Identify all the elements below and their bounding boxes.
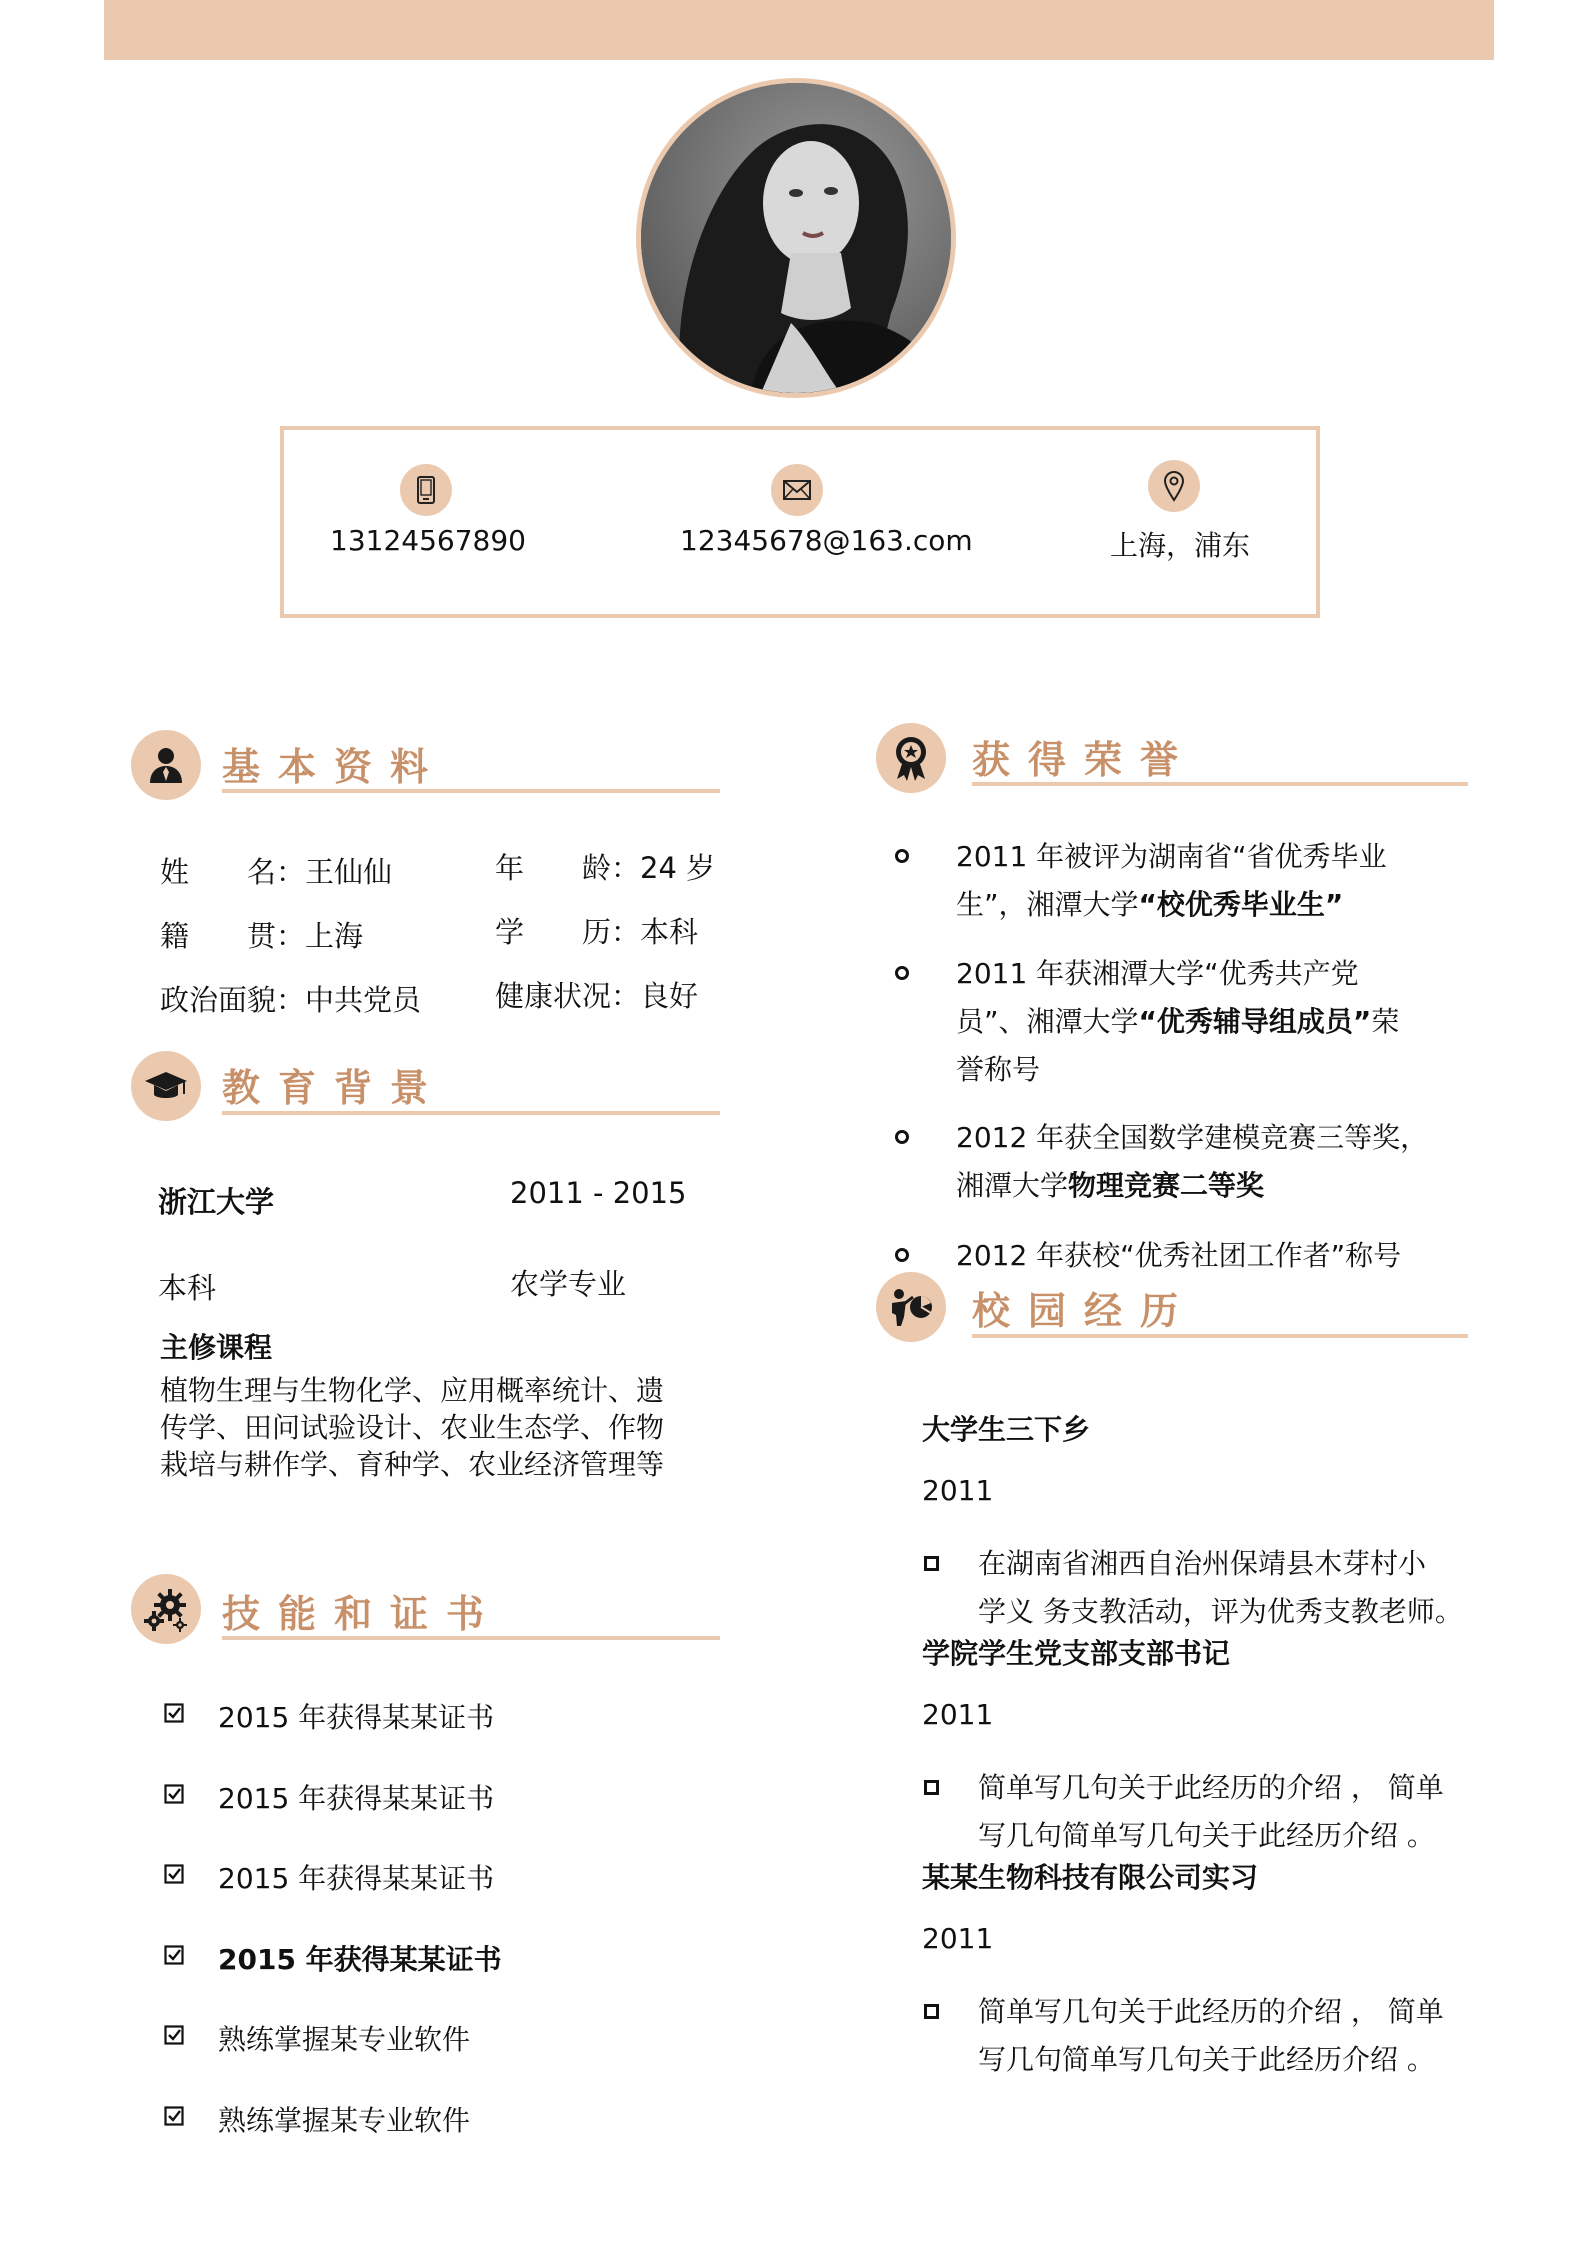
bullet-circle-icon [895,1130,909,1144]
section-divider [222,789,720,793]
honor-line [956,1162,1476,1210]
honor-line: 2011 年获湘潭大学“优秀共产党 [956,957,1359,990]
honor-highlight: 物理竞赛二等奖 [1068,1169,1265,1202]
honor-line: 2011 年被评为湖南省“省优秀毕业 [956,840,1387,873]
honor-highlight: “校优秀毕业生” [1138,888,1344,921]
basic-field-left [160,914,363,955]
field-label: 姓 名： [160,855,306,889]
field-label: 学 历： [495,915,641,949]
bullet-circle-icon [895,966,909,980]
school-name: 浙江大学 [158,1185,275,1219]
experience-desc: 简单写几句关于此经历的介绍 ， 简单 [978,1771,1444,1804]
major: 农学专业 [510,1267,627,1301]
field-label: 健康状况： [495,979,641,1013]
honor-item [956,950,1476,1094]
honor-text: 荣 [1371,1005,1400,1038]
bullet-square-icon [924,1780,939,1795]
honor-line: 2012 年获全国数学建模竞赛三等奖， [956,1121,1429,1154]
honor-line: 誉称号 [956,1053,1041,1086]
field-value: 24 岁 [640,851,716,885]
honor-text: 员”、湘潭大学 [956,1005,1139,1038]
phone-icon [400,464,452,516]
gears-icon [131,1574,201,1644]
checkbox-checked-icon [164,2025,184,2045]
experience-desc: 写几句简单写几句关于此经历介绍 。 [978,2043,1435,2076]
experience-title: 大学生三下乡 [922,1413,1091,1446]
checkbox-checked-icon [164,1945,184,1965]
skill-item: 2015 年获得某某证书 [218,1942,502,1976]
contact-box [280,426,1320,618]
honor-text: 生”，湘潭大学 [956,888,1139,921]
courses-list: 植物生理与生物化学、应用概率统计、遗传学、田问试验设计、农业生态学、作物栽培与耕作学、育种学、农业经济管理等 [160,1374,665,1481]
bullet-circle-icon [895,1248,909,1262]
graduation-cap-icon [131,1051,201,1121]
user-icon [131,730,201,800]
basic-field-right [495,846,715,887]
field-label: 籍 贯： [160,919,306,953]
basic-field-right [495,910,698,951]
location-pin-icon [1148,460,1200,512]
award-medal-icon [876,723,946,793]
honor-item [956,1114,1476,1210]
section-title-education: 教育背景 [222,1066,447,1110]
experience-desc: 学义 务支教活动，评为优秀支教老师。 [978,1595,1463,1628]
presentation-person-icon [876,1272,946,1342]
phone-number[interactable]: 13124567890 [330,524,526,557]
checkbox-checked-icon [164,2106,184,2126]
bullet-square-icon [924,2004,939,2019]
honor-line: 2012 年获校“优秀社团工作者”称号 [956,1239,1402,1272]
checkbox-checked-icon [164,1703,184,1723]
basic-field-left [160,850,392,891]
portrait-image [641,83,951,393]
skill-item: 2015 年获得某某证书 [218,1701,495,1734]
honor-item [956,833,1476,929]
field-label: 年 龄： [495,851,641,885]
section-title-honors: 获得荣誉 [972,738,1197,782]
skill-item: 2015 年获得某某证书 [218,1781,495,1815]
field-value: 王仙仙 [305,855,393,889]
field-value: 上海 [305,919,364,953]
experience-year: 2011 [922,1698,994,1731]
skill-item: 熟练掌握某专业软件 [218,2023,471,2056]
header-bar [104,0,1494,60]
section-divider [222,1111,720,1115]
bullet-square-icon [924,1556,939,1571]
honor-item [956,1232,1476,1280]
experience-title: 学院学生党支部支部书记 [922,1637,1231,1670]
section-title-skills: 技能和证书 [222,1592,503,1636]
checkbox-checked-icon [164,1864,184,1884]
experience-year: 2011 [922,1474,994,1507]
field-value: 本科 [640,915,699,949]
location-text: 上海，浦东 [1109,529,1250,562]
profile-photo [636,78,956,398]
section-divider [972,782,1468,786]
honor-highlight: “优秀辅导组成员” [1138,1005,1372,1038]
field-label: 政治面貌： [160,983,306,1017]
honor-line [956,881,1476,929]
mail-icon [771,464,823,516]
field-value: 良好 [640,979,699,1013]
basic-field-right [495,974,698,1015]
section-divider [222,1636,720,1640]
honor-line [956,998,1476,1046]
experience-title: 某某生物科技有限公司实习 [922,1861,1259,1894]
field-value: 中共党员 [305,983,422,1017]
degree: 本科 [158,1271,217,1305]
experience-desc: 在湖南省湘西自治州保靖县木芽村小 [978,1547,1427,1580]
bullet-circle-icon [895,849,909,863]
experience-desc: 写几句简单写几句关于此经历介绍 。 [978,1819,1435,1852]
email-address[interactable]: 12345678@163.com [680,524,973,557]
skill-item: 熟练掌握某专业软件 [218,2103,471,2137]
section-divider [972,1334,1468,1338]
experience-desc: 简单写几句关于此经历的介绍 ， 简单 [978,1995,1444,2028]
section-title-campus: 校园经历 [972,1289,1197,1333]
study-period: 2011 - 2015 [510,1176,687,1210]
honor-text: 湘潭大学 [956,1169,1069,1202]
skill-item: 2015 年获得某某证书 [218,1862,495,1895]
courses-title: 主修课程 [160,1331,273,1364]
section-title-basic: 基本资料 [222,745,447,789]
experience-year: 2011 [922,1922,994,1955]
basic-field-left [160,978,421,1019]
checkbox-checked-icon [164,1784,184,1804]
